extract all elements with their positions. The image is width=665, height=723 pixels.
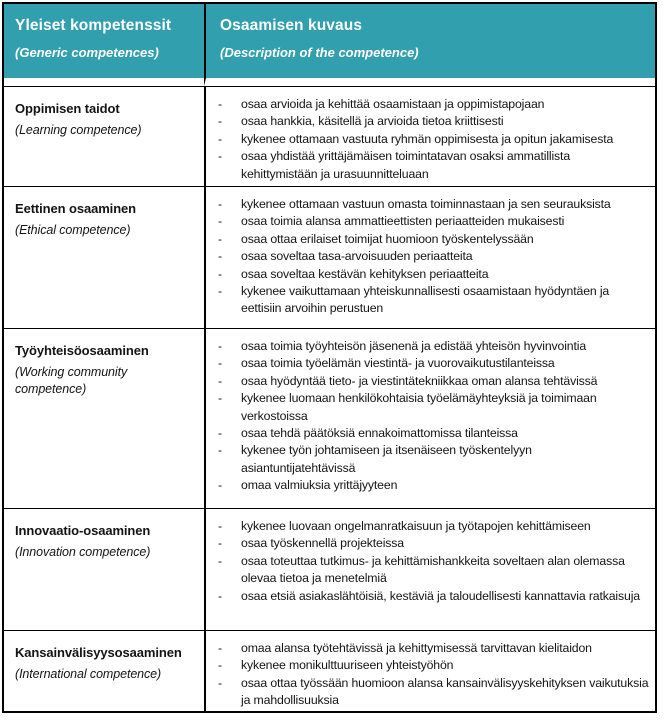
competence-table <box>2 2 657 713</box>
bullet-text: osaa yhdistää yrittäjämäisen toimintatavan osaksi ammatillista kehittymistään ja urasuunnitteluaan <box>241 149 571 181</box>
dash-marker: - <box>218 519 222 533</box>
bullet-text: osaa arvioida ja kehittää osaamistaan ja oppimistapojaan <box>241 97 545 111</box>
row-title-cell-innovation <box>4 508 204 630</box>
bullet-list <box>215 338 649 495</box>
bullet-list <box>215 640 649 710</box>
bullet-list <box>215 518 649 605</box>
header-cell-description <box>204 4 655 86</box>
row-description-cell-learning <box>204 86 655 186</box>
bullet-text: kykenee luovaan ongelmanratkaisuun ja työtapojen kehittämiseen <box>241 519 591 533</box>
bullet-text: kykenee ottamaan vastuuta ryhmän oppimisesta ja opitun jakamisesta <box>241 131 614 146</box>
dash-marker: - <box>218 536 222 551</box>
dash-marker: - <box>218 214 222 229</box>
bullet-item <box>215 283 649 318</box>
dash-marker: - <box>218 114 222 129</box>
bullet-text: osaa tehdä päätöksiä ennakoimattomissa tilanteissa <box>241 426 518 441</box>
bullet-text: osaa hyödyntää tieto- ja viestintätekniikkaa oman alansa tehtävissä <box>241 373 598 388</box>
bullet-item <box>215 373 649 390</box>
row-title-cell-learning <box>4 86 204 186</box>
bullet-text: kykenee vaikuttamaan yhteiskunnallisesti osaamistaan hyödyntäen ja eettisiin arvoihin perustuen <box>241 284 610 316</box>
bullet-text: omaa valmiuksia yrittäjyyteen <box>241 478 398 493</box>
dash-marker: - <box>218 149 222 164</box>
competence-name-en: (International competence) <box>15 667 162 681</box>
bullet-item <box>215 425 649 442</box>
bullet-text: osaa soveltaa tasa-arvoisuuden periaatteita <box>241 249 473 264</box>
dash-marker: - <box>218 97 222 111</box>
row-description-cell-innovation <box>204 508 655 630</box>
dash-marker: - <box>218 266 222 281</box>
bullet-text: kykenee monikulttuuriseen yhteistyöhön <box>241 658 454 673</box>
header-cell-generic-competences <box>4 4 204 86</box>
dash-marker: - <box>218 373 222 388</box>
bullet-item <box>215 248 649 265</box>
dash-marker: - <box>218 675 222 690</box>
bullet-item <box>215 338 649 355</box>
bullet-item <box>215 355 649 372</box>
bullet-item <box>215 266 649 283</box>
bullet-text: kykenee työn johtamiseen ja itsenäiseen työskentelyyn asiantuntijatehtävissä <box>241 443 532 475</box>
dash-marker: - <box>218 588 222 603</box>
row-title-cell-international <box>4 630 204 711</box>
bullet-item <box>215 390 649 425</box>
bullet-item <box>215 553 649 588</box>
bullet-text: osaa hankkia, käsitellä ja arvioida tietoa kriittisesti <box>241 114 504 129</box>
competence-name-en: (Innovation competence) <box>15 545 151 559</box>
header-subtitle-en: (Generic competences) <box>15 45 159 60</box>
competence-name: Oppimisen taidot <box>15 101 120 116</box>
dash-marker: - <box>218 426 222 441</box>
row-title-cell-working-community <box>4 328 204 508</box>
row-title-cell-ethical <box>4 186 204 328</box>
dash-marker: - <box>218 443 222 458</box>
row-description-cell-international <box>204 630 655 711</box>
dash-marker: - <box>218 131 222 146</box>
bullet-item <box>215 213 649 230</box>
bullet-text: omaa alansa työtehtävissä ja kehittymisessä tarvittavan kielitaidon <box>241 641 592 655</box>
header-subtitle-en: (Description of the competence) <box>220 45 419 60</box>
bullet-text: osaa toimia työyhteisön jäsenenä ja edistää yhteisön hyvinvointia <box>241 339 587 353</box>
competence-name: Kansainvälisyysosaaminen <box>15 645 182 660</box>
bullet-item <box>215 657 649 674</box>
bullet-text: osaa etsiä asiakaslähtöisiä, kestäviä ja taloudellisesti kannattavia ratkaisuja <box>241 588 640 603</box>
dash-marker: - <box>218 641 222 655</box>
bullet-item <box>215 477 649 494</box>
competence-name: Eettinen osaaminen <box>15 201 137 216</box>
bullet-list <box>215 196 649 318</box>
dash-marker: - <box>218 231 222 246</box>
bullet-item <box>215 535 649 552</box>
bullet-item <box>215 148 649 183</box>
dash-marker: - <box>218 391 222 406</box>
dash-marker: - <box>218 356 222 371</box>
bullet-item <box>215 518 649 535</box>
dash-marker: - <box>218 478 222 493</box>
bullet-list <box>215 96 649 183</box>
bullet-text: osaa ottaa erilaiset toimijat huomioon työskentelyssään <box>241 231 534 246</box>
bullet-item <box>215 640 649 657</box>
row-description-cell-ethical <box>204 186 655 328</box>
bullet-text: kykenee luomaan henkilökohtaisia työelämäyhteyksiä ja toimimaan verkostoissa <box>241 391 597 423</box>
bullet-text: osaa toteuttaa tutkimus- ja kehittämishankkeita soveltaen alan olemassa olevaa tietoa ja menetelmiä <box>241 553 625 586</box>
bullet-text: osaa toimia työelämän viestintä- ja vuorovaikutustilanteissa <box>241 356 555 371</box>
bullet-text: osaa työskennellä projekteissa <box>241 536 404 551</box>
bullet-item <box>215 196 649 213</box>
competence-name-en: (Ethical competence) <box>15 223 131 237</box>
competence-name-en: (Learning competence) <box>15 123 142 137</box>
bullet-item <box>215 588 649 605</box>
header-title-fi: Yleiset kompetenssit <box>15 17 172 34</box>
bullet-text: osaa ottaa työssään huomioon alansa kansainvälisyyskehityksen vaikutuksia ja mahdollisuuksia <box>241 675 649 708</box>
dash-marker: - <box>218 249 222 264</box>
competence-name-en: (Working community competence) <box>15 365 128 396</box>
bullet-item <box>215 231 649 248</box>
bullet-text: osaa toimia alansa ammattieettisten periaatteiden mukaisesti <box>241 214 565 229</box>
bullet-item <box>215 675 649 710</box>
dash-marker: - <box>218 339 222 353</box>
bullet-text: osaa soveltaa kestävän kehityksen periaatteita <box>241 266 489 281</box>
dash-marker: - <box>218 658 222 673</box>
bullet-item <box>215 96 649 113</box>
competence-name: Työyhteisöosaaminen <box>15 343 149 358</box>
bullet-item <box>215 131 649 148</box>
header-title-fi: Osaamisen kuvaus <box>220 17 363 34</box>
row-description-cell-working-community <box>204 328 655 508</box>
dash-marker: - <box>218 197 222 211</box>
dash-marker: - <box>218 284 222 299</box>
bullet-item <box>215 442 649 477</box>
competence-name: Innovaatio-osaaminen <box>15 523 151 538</box>
dash-marker: - <box>218 553 222 568</box>
bullet-item <box>215 113 649 130</box>
bullet-text: kykenee ottamaan vastuun omasta toiminnastaan ja sen seurauksista <box>241 197 611 211</box>
